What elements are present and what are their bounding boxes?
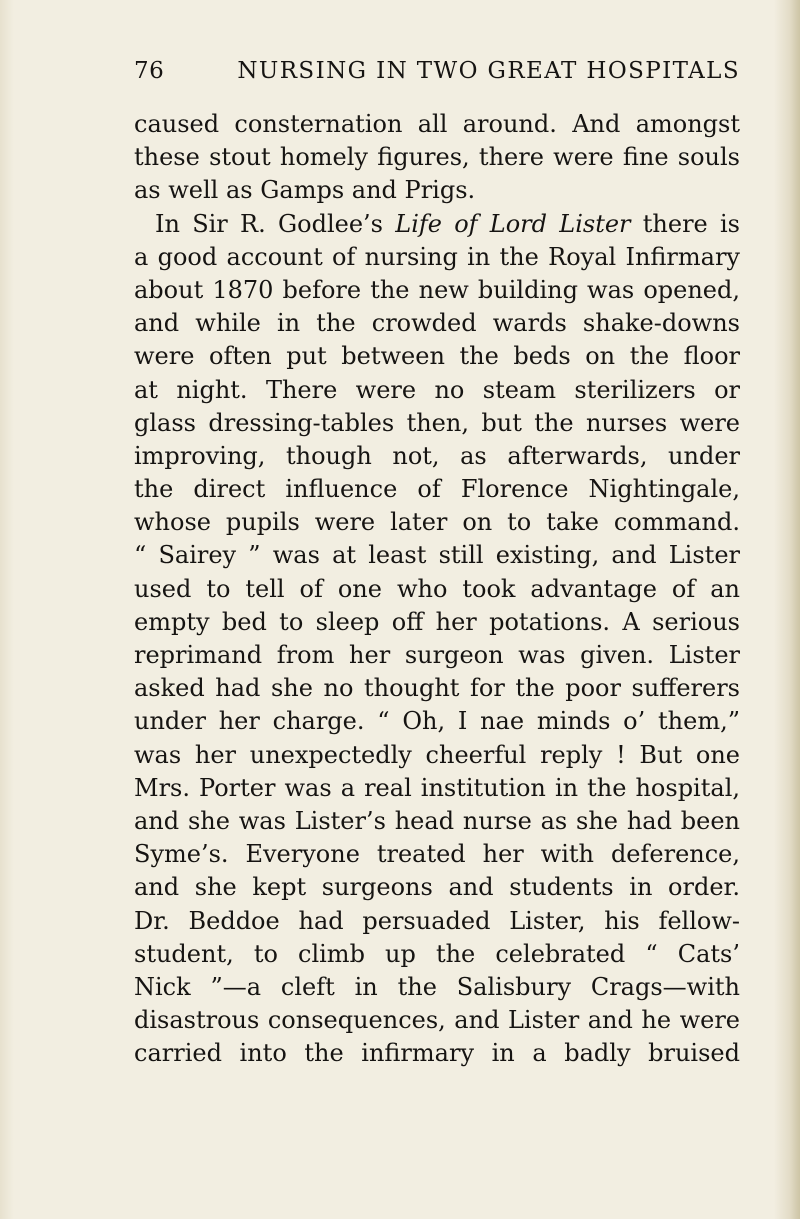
text-line: was her unexpectedly cheerful reply ! But one <box>134 740 740 769</box>
text-segment: there is <box>630 209 740 238</box>
text-line: Nick ”—a cleft in the Salisbury Crags—with <box>134 972 740 1001</box>
body-text <box>134 108 740 1070</box>
text-line: Syme’s. Everyone treated her with deference, <box>134 840 740 869</box>
text-line: Mrs. Porter was a real institution in the hospital, <box>134 773 740 802</box>
text-line: a good account of nursing in the Royal Infirmary <box>134 242 740 271</box>
text-line: whose pupils were later on to take command. <box>134 508 740 537</box>
text-line: reprimand from her surgeon was given. Lister <box>134 641 740 669</box>
text-segment: In Sir R. Godlee’s <box>155 209 396 238</box>
text-line: Dr. Beddoe had persuaded Lister, his fellow- <box>134 906 740 935</box>
text-line: and while in the crowded wards shake-downs <box>134 309 740 338</box>
text-line: improving, though not, as afterwards, under <box>134 441 740 470</box>
page-number: 76 <box>134 58 165 84</box>
text-line <box>134 208 740 241</box>
text-line: as well as Gamps and Prigs. <box>134 176 476 205</box>
text-line: about 1870 before the new building was opened, <box>134 275 740 304</box>
page-edge-shading <box>774 0 800 1219</box>
text-line: student, to climb up the celebrated “ Cats’ <box>134 939 740 968</box>
text-line: and she was Lister’s head nurse as she had been <box>134 806 740 835</box>
text-line: carried into the infirmary in a badly bruised <box>134 1039 740 1068</box>
text-line: used to tell of one who took advantage of an <box>134 574 740 603</box>
text-line: asked had she no thought for the poor sufferers <box>134 674 740 703</box>
text-line: under her charge. “ Oh, I nae minds o’ them,” <box>134 707 740 736</box>
page-gutter-shadow <box>0 0 14 1219</box>
text-line: “ Sairey ” was at least still existing, and Lister <box>134 541 740 570</box>
text-line: and she kept surgeons and students in order. <box>134 873 740 902</box>
book-title: Life of Lord Lister <box>395 209 631 238</box>
page-header <box>134 58 740 98</box>
text-line: these stout homely figures, there were fine souls <box>134 143 740 172</box>
running-head: NURSING IN TWO GREAT HOSPITALS <box>237 58 740 84</box>
text-line: empty bed to sleep off her potations. A serious <box>134 607 740 636</box>
text-line: the direct influence of Florence Nightingale, <box>134 475 740 504</box>
text-line: glass dressing-tables then, but the nurses were <box>134 408 740 437</box>
text-line: caused consternation all around. And amongst <box>134 110 740 138</box>
text-line: at night. There were no steam sterilizers or <box>134 375 740 404</box>
text-line: were often put between the beds on the floor <box>134 342 740 371</box>
text-line: disastrous consequences, and Lister and he were <box>134 1006 740 1035</box>
